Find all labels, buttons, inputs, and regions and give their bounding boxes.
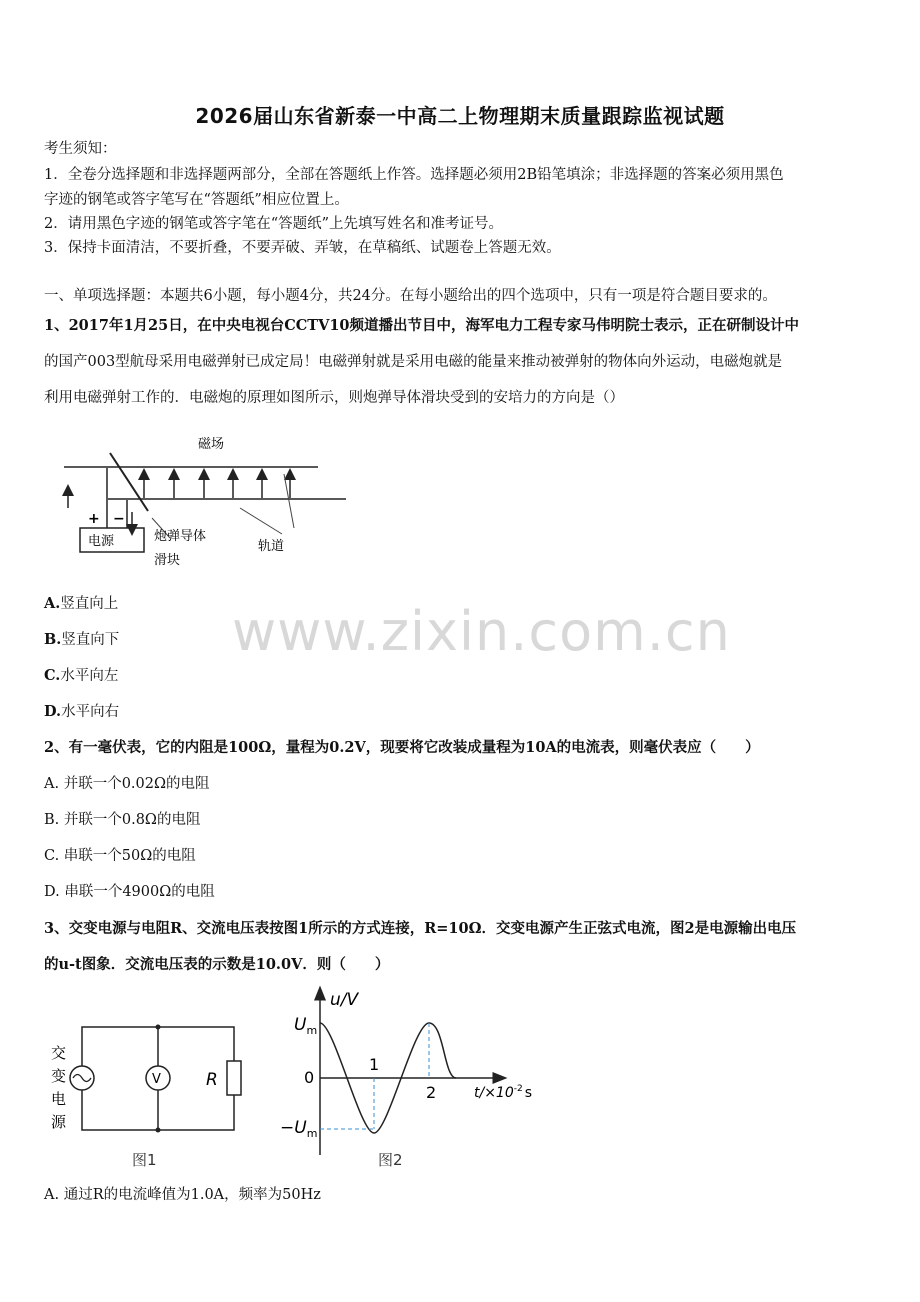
question-2-stem: 2、有一毫伏表，它的内阻是100Ω，量程为0.2V，现要将它改装成量程为10A的电流表，则毫伏表应（ ） xyxy=(44,739,760,756)
notice-item: 1．全卷分选择题和非选择题两部分，全部在答题纸上作答。选择题必须用2B铅笔填涂；非选择题的答案必须用黑色 xyxy=(44,167,784,183)
power-source-label: 电源 xyxy=(88,534,115,549)
slider-label: 炮弹导体 xyxy=(154,529,207,544)
source-char: 交 xyxy=(51,1044,67,1062)
source-char: 变 xyxy=(51,1067,67,1085)
circuit-figure xyxy=(44,1015,254,1175)
rail-label: 轨道 xyxy=(258,539,285,554)
slider-label: 滑块 xyxy=(154,553,181,568)
question-1-stem: 1、2017年1月25日，在中央电视台CCTV10频道播出节目中，海军电力工程专家马伟明院士表示，正在研制设计中 xyxy=(44,317,800,334)
railgun-figure xyxy=(50,428,360,578)
neg-um-label: $-U_m$ xyxy=(280,1118,318,1140)
figure-caption: 图2 xyxy=(378,1151,403,1169)
x-tick-2: 2 xyxy=(426,1083,437,1102)
notice-item: 2．请用黑色字迹的钢笔或答字笔在“答题纸”上先填写姓名和准考证号。 xyxy=(44,216,504,232)
option-a: A. 并联一个0.02Ω的电阻 xyxy=(44,776,210,792)
question-3-stem: 的u-t图象．交流电压表的示数是10.0V．则（ ） xyxy=(44,956,390,973)
notice-item: 3．保持卡面清洁，不要折叠，不要弄破、弄皱，在草稿纸、试题卷上答题无效。 xyxy=(44,240,561,256)
question-1-stem: 利用电磁弹射工作的．电磁炮的原理如图所示，则炮弹导体滑块受到的安培力的方向是（） xyxy=(44,390,624,406)
plus-sign: + xyxy=(88,511,100,527)
section-heading: 一、单项选择题：本题共6小题，每小题4分，共24分。在每小题给出的四个选项中，只有一项是符合题目要求的。 xyxy=(44,288,777,304)
minus-sign: − xyxy=(113,511,125,527)
origin-label: 0 xyxy=(304,1068,315,1087)
option-a: A.竖直向上 xyxy=(44,595,119,612)
option-c: C.水平向左 xyxy=(44,667,119,684)
option-d: D.水平向右 xyxy=(44,703,120,720)
option-a: A. 通过R的电流峰值为1.0A，频率为50Hz xyxy=(44,1187,321,1203)
option-d: D. 串联一个4900Ω的电阻 xyxy=(44,884,215,900)
x-tick-1: 1 xyxy=(369,1055,380,1074)
question-3-stem: 3、交变电源与电阻R、交流电压表按图1所示的方式连接，R=10Ω．交变电源产生正弦式电流，图2是电源输出电压 xyxy=(44,920,797,937)
um-label: $U_m$ xyxy=(294,1015,318,1037)
field-label: 磁场 xyxy=(198,437,225,452)
resistor-label: R xyxy=(206,1070,218,1090)
option-b: B. 并联一个0.8Ω的电阻 xyxy=(44,812,201,828)
question-1-stem: 的国产003型航母采用电磁弹射已成定局！电磁弹射就是采用电磁的能量来推动被弹射的物体向外运动，电磁炮就是 xyxy=(44,354,783,370)
notice-heading: 考生须知： xyxy=(44,141,117,157)
y-axis-label: u/V xyxy=(330,990,359,1010)
source-char: 源 xyxy=(51,1113,67,1131)
notice-item: 字迹的钢笔或答字笔写在“答题纸”相应位置上。 xyxy=(44,192,349,208)
x-axis-label: $t/\times 10^{-2}$ s xyxy=(474,1084,533,1101)
option-c: C. 串联一个50Ω的电阻 xyxy=(44,848,196,864)
option-b: B.竖直向下 xyxy=(44,631,120,648)
waveform-figure xyxy=(274,985,554,1180)
page-title: 2026届山东省新泰一中高二上物理期末质量跟踪监视试题 xyxy=(195,104,725,128)
voltmeter-symbol: V xyxy=(152,1072,161,1087)
source-char: 电 xyxy=(51,1090,67,1108)
figure-caption: 图1 xyxy=(132,1151,157,1169)
watermark: www.zixin.com.cn xyxy=(232,600,731,663)
